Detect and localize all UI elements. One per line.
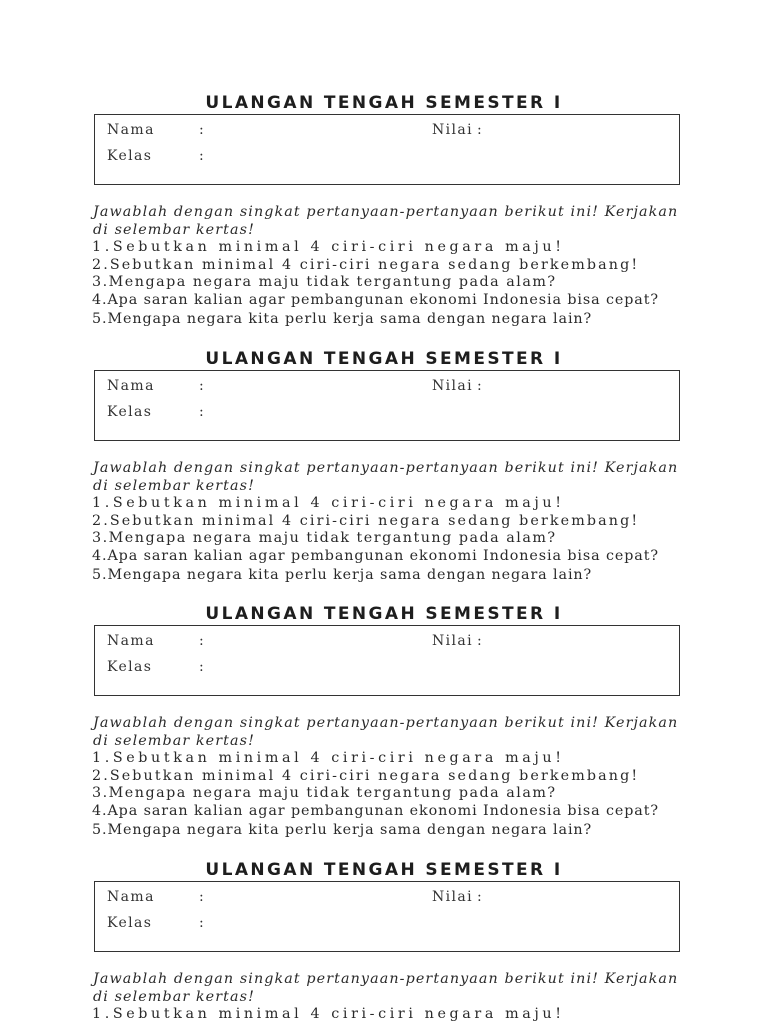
name-label: Nama [107, 122, 155, 138]
score-label: Nilai [432, 889, 474, 905]
question-1: 1.Sebutkan minimal 4 ciri-ciri negara maju! [92, 1006, 565, 1022]
question-1: 1.Sebutkan minimal 4 ciri-ciri negara maju! [92, 239, 565, 255]
score-colon: : [477, 633, 484, 649]
question-2: 2.Sebutkan minimal 4 ciri-ciri negara sedang berkembang! [92, 768, 640, 784]
question-4: 4.Apa saran kalian agar pembangunan ekonomi Indonesia bisa cepat? [92, 548, 659, 564]
question-5: 5.Mengapa negara kita perlu kerja sama dengan negara lain? [92, 822, 593, 838]
exam-title: ULANGAN TENGAH SEMESTER I [205, 93, 563, 113]
question-5: 5.Mengapa negara kita perlu kerja sama dengan negara lain? [92, 567, 593, 583]
name-colon: : [199, 633, 206, 649]
score-label: Nilai [432, 633, 474, 649]
exam-title: ULANGAN TENGAH SEMESTER I [205, 604, 563, 624]
class-colon: : [199, 915, 206, 931]
name-colon: : [199, 122, 206, 138]
name-label: Nama [107, 378, 155, 394]
question-1: 1.Sebutkan minimal 4 ciri-ciri negara maju! [92, 495, 565, 511]
question-3: 3.Mengapa negara maju tidak tergantung pada alam? [92, 785, 557, 801]
class-label: Kelas [107, 404, 153, 420]
student-info-box [94, 114, 680, 185]
instruction-text: Jawablah dengan singkat pertanyaan-pertanyaan berikut ini! Kerjakan di selembar kertas! [93, 715, 679, 749]
instruction-text: Jawablah dengan singkat pertanyaan-pertanyaan berikut ini! Kerjakan di selembar kertas! [93, 204, 679, 238]
question-4: 4.Apa saran kalian agar pembangunan ekonomi Indonesia bisa cepat? [92, 803, 659, 819]
student-info-box [94, 625, 680, 696]
score-colon: : [477, 122, 484, 138]
class-label: Kelas [107, 915, 153, 931]
class-label: Kelas [107, 659, 153, 675]
instruction-text: Jawablah dengan singkat pertanyaan-pertanyaan berikut ini! Kerjakan di selembar kertas! [93, 971, 679, 1005]
score-colon: : [477, 378, 484, 394]
question-3: 3.Mengapa negara maju tidak tergantung pada alam? [92, 274, 557, 290]
instruction-text: Jawablah dengan singkat pertanyaan-pertanyaan berikut ini! Kerjakan di selembar kertas! [93, 460, 679, 494]
student-info-box [94, 370, 680, 441]
score-label: Nilai [432, 122, 474, 138]
name-colon: : [199, 889, 206, 905]
score-colon: : [477, 889, 484, 905]
exam-title: ULANGAN TENGAH SEMESTER I [205, 349, 563, 369]
name-label: Nama [107, 633, 155, 649]
question-1: 1.Sebutkan minimal 4 ciri-ciri negara maju! [92, 750, 565, 766]
question-2: 2.Sebutkan minimal 4 ciri-ciri negara sedang berkembang! [92, 257, 640, 273]
question-3: 3.Mengapa negara maju tidak tergantung pada alam? [92, 530, 557, 546]
student-info-box [94, 881, 680, 952]
score-label: Nilai [432, 378, 474, 394]
name-colon: : [199, 378, 206, 394]
class-colon: : [199, 404, 206, 420]
question-4: 4.Apa saran kalian agar pembangunan ekonomi Indonesia bisa cepat? [92, 292, 659, 308]
exam-title: ULANGAN TENGAH SEMESTER I [205, 860, 563, 880]
question-5: 5.Mengapa negara kita perlu kerja sama dengan negara lain? [92, 311, 593, 327]
name-label: Nama [107, 889, 155, 905]
class-label: Kelas [107, 148, 153, 164]
class-colon: : [199, 148, 206, 164]
class-colon: : [199, 659, 206, 675]
question-2: 2.Sebutkan minimal 4 ciri-ciri negara sedang berkembang! [92, 513, 640, 529]
